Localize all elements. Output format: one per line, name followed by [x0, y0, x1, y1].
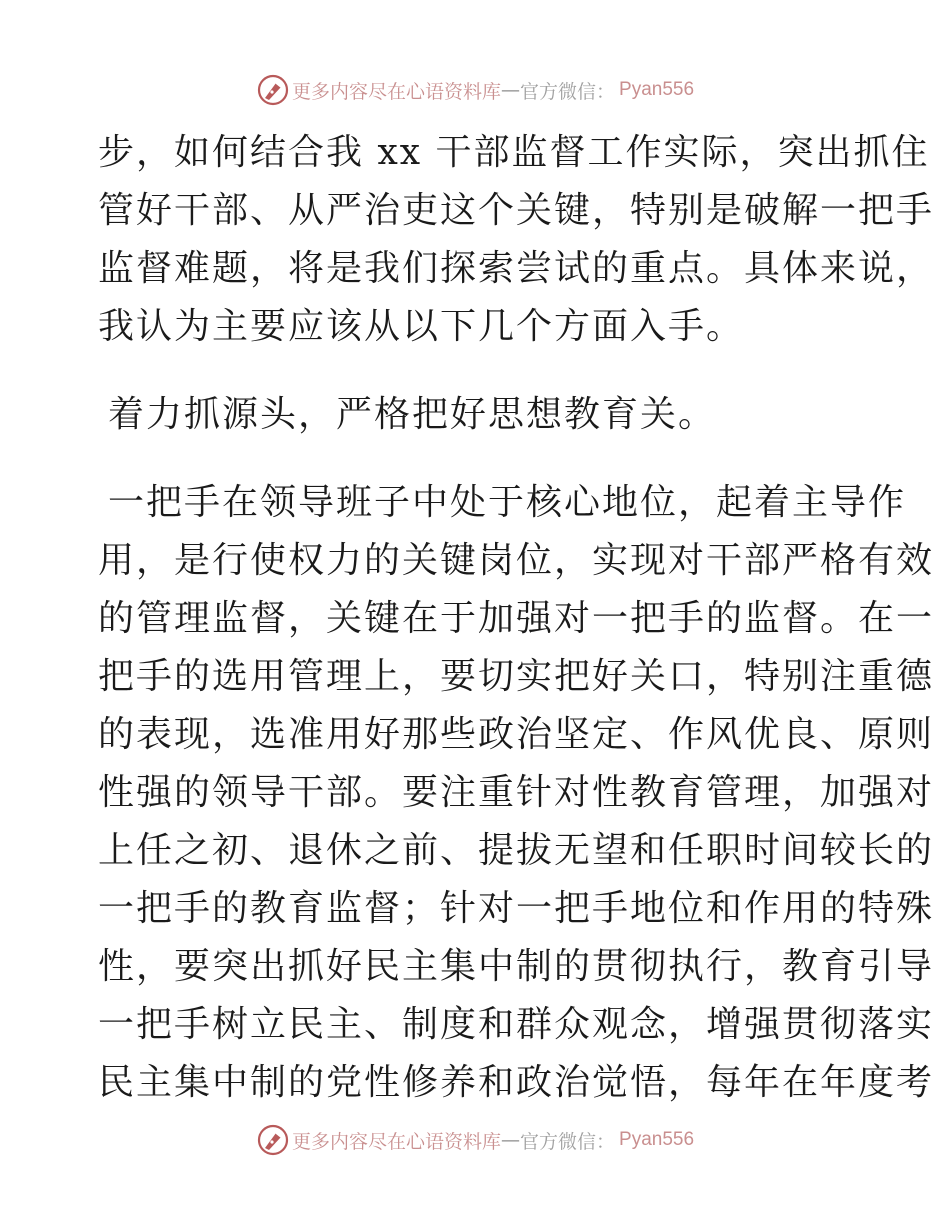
section-heading-line: 着力抓源头，严格把好思想教育关。	[108, 394, 717, 435]
text-line: 性，要突出抓好民主集中制的贯彻执行，教育引导	[98, 946, 935, 987]
banner-wechat-label: 官方微信	[519, 80, 596, 103]
text-line: 一把手树立民主、制度和群众观念，增强贯彻落实	[98, 1004, 935, 1045]
text-line: 步，如何结合我 xx 干部监督工作实际，突出抓住	[98, 132, 930, 173]
text-line: 监督难题，将是我们探索尝试的重点。具体来说，	[98, 248, 935, 289]
text-line: 一把手的教育监督；针对一把手地位和作用的特殊	[98, 888, 935, 929]
banner-colon: ：	[596, 80, 616, 103]
paragraph-heading	[98, 386, 858, 444]
banner-wechat-label: 官方微信	[519, 1130, 596, 1153]
paragraph-intro	[98, 124, 935, 356]
banner-wechat-id: Pyan556	[619, 1129, 695, 1150]
text-line: 的管理监督，关键在于加强对一把手的监督。在一	[98, 598, 935, 639]
banner-dash: —	[500, 79, 520, 101]
text-line: 性强的领导干部。要注重针对性教育管理，加强对	[98, 772, 935, 813]
pen-nib-logo-icon	[256, 73, 290, 107]
banner-wechat-id: Pyan556	[619, 79, 695, 100]
text-line: 把手的选用管理上，要切实把好关口，特别注重德	[98, 656, 935, 697]
text-line: 的表现，选准用好那些政治坚定、作风优良、原则	[98, 714, 935, 755]
text-line: 用，是行使权力的关键岗位，实现对干部严格有效	[98, 540, 935, 581]
text-line: 民主集中制的党性修养和政治觉悟，每年在年度考	[98, 1062, 935, 1103]
banner-colon: ：	[596, 1130, 616, 1153]
text-line: 一把手在领导班子中处于核心地位，起着主导作	[108, 482, 907, 523]
banner-dash: —	[500, 1129, 520, 1151]
header-banner	[0, 70, 950, 110]
paragraph-main	[98, 474, 935, 1112]
pen-nib-logo-icon	[256, 1123, 290, 1157]
text-line: 管好干部、从严治吏这个关键，特别是破解一把手	[98, 190, 935, 231]
banner-lead-text: 更多内容尽在心语资料库	[291, 80, 501, 103]
footer-banner	[0, 1120, 950, 1160]
document-body	[98, 124, 935, 1112]
banner-lead-text: 更多内容尽在心语资料库	[291, 1130, 501, 1153]
text-line: 上任之初、退休之前、提拔无望和任职时间较长的	[98, 830, 935, 871]
text-line: 我认为主要应该从以下几个方面入手。	[98, 306, 745, 347]
